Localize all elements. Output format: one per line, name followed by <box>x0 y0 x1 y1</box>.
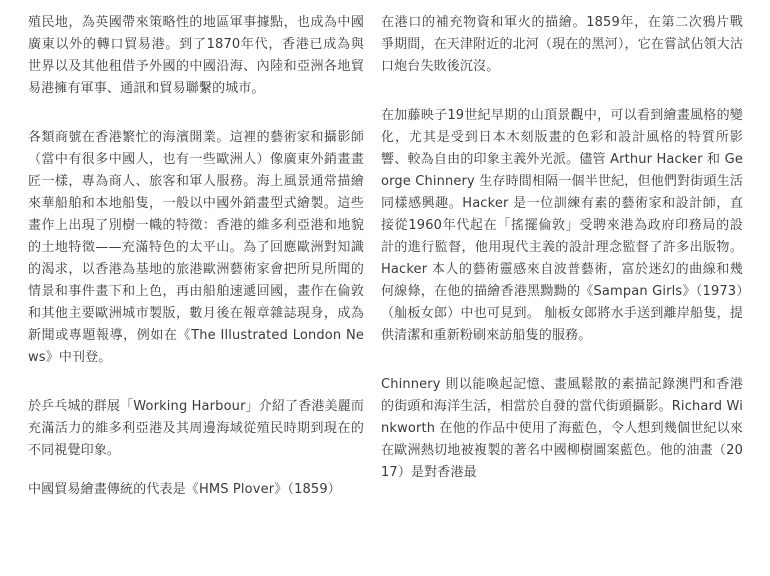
paragraph-hacker-chinnery: 在加藤映子19世紀早期的山頂景觀中，可以看到繪畫風格的變化，尤其是受到日本木刻版畫的色彩和設計風格的特質所影響、較為自由的印象主義外光派。儘管 Arthur Hacker 和 George Chinnery 生存時間相隔一個半世紀，但他們對街頭生活同樣感興趣。Hacker 是一位訓練有素的藝術家和設計師，直接從1960年代起在「搖擺倫敦」受聘來港為政府印務局的設計的進行監督，他用現代主義的設計理念監督了許多出版物。Hacker 本人的藝術靈感來自波普藝術，富於迷幻的曲線和幾何線條，在他的描繪香港黑黝黝的《Sampan Girls》（1973）（舢板女郎）中也可見到。 舢板女郎將水手送到離岸船隻，提供清潔和重新粉刷來訪船隻的服務。 <box>381 108 743 343</box>
paragraph-hms-plover: 中國貿易繪畫傳統的代表是《HMS Plover》（1859） <box>28 482 341 497</box>
paragraph-winkworth: Chinnery 則以能喚起記憶、畫風鬆散的素描記錄澳門和香港的街頭和海洋生活，相當於自發的當代街頭攝影。Richard Winkworth 在他的作品中使用了海藍色，令人想到幾個世紀以來在歐洲熱切地被複製的著名中國柳樹圖案藍色。他的油畫（2017）是對香港最 <box>381 377 743 480</box>
paragraph-colonial-entrepot: 殖民地，為英國帶來策略性的地區軍事據點，也成為中國廣東以外的轉口貿易港。到了1870年代，香港已成為與世界以及其他租借予外國的中國沿海、內陸和亞洲各地貿易港擁有軍事、通訊和貿易聯繫的城市。 <box>28 15 364 96</box>
left-column <box>28 12 364 501</box>
paragraph-harbour-supplies: 在港口的補充物資和軍火的描繪。1859年，在第二次鴉片戰爭期間，在天津附近的北河（現在的黑河），它在嘗試佔領大沽口炮台失敗後沉沒。 <box>381 15 743 74</box>
right-column <box>381 12 743 484</box>
paragraph-working-harbour: 於乒乓城的群展「Working Harbour」介紹了香港美麗而充滿活力的維多利亞港及其周邊海域從殖民時期到現在的不同視覺印象。 <box>28 399 364 458</box>
paragraph-waterfront-artists: 各類商號在香港繁忙的海濱開業。這裡的藝術家和攝影師（當中有很多中國人，也有一些歐洲人）像廣東外銷畫畫匠一樣，專為商人、旅客和軍人服務。海上風景通常描繪來華船舶和本地船隻，一般以中國外銷畫型式繪製。這些畫作上出現了別樹一幟的特徵：香港的維多利亞港和地貌的土地特徵——充滿特色的太平山。為了回應歐洲對知識的渴求，以香港為基地的旅港歐洲藝術家會把所見所聞的情景和事件畫下和上色，再由船舶速遞回國，畫作在倫敦和其他主要歐洲城市製版，數月後在報章雜誌現身，成為新聞或專題報導，例如在《The Illustrated London News》中刊登。 <box>28 130 364 365</box>
